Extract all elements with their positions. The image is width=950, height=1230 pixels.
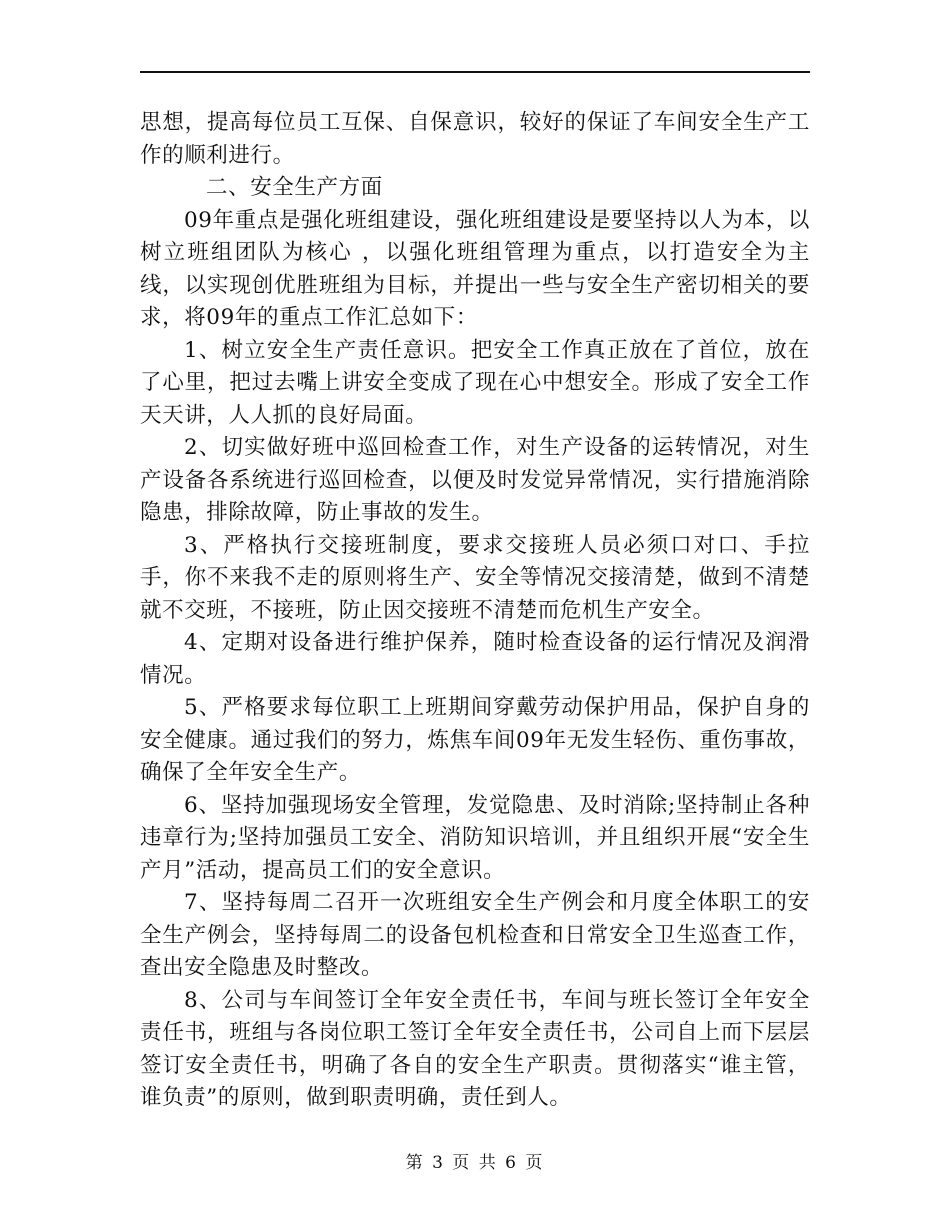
page-number: 第 3 页 共 6 页 — [405, 1153, 545, 1173]
list-item-2: 2、切实做好班中巡回检查工作，对生产设备的运转情况，对生产设备各系统进行巡回检查，以便及时发觉异常情况，实行措施消除隐患，排除故障，防止事故的发生。 — [140, 435, 810, 525]
list-item-6: 6、坚持加强现场安全管理，发觉隐患、及时消除;坚持制止各种违章行为;坚持加强员工安全、消防知识培训，并且组织开展“安全生产月”活动，提高员工们的安全意识。 — [140, 792, 810, 883]
list-item-3: 3、严格执行交接班制度，要求交接班人员必须口对口、手拉手，你不来我不走的原则将生产、安全等情况交接清楚，做到不清楚就不交班，不接班，防止因交接班不清楚而危机生产安全。 — [140, 532, 810, 623]
list-item-8: 8、公司与车间签订全年安全责任书，车间与班长签订全年安全责任书，班组与各岗位职工签订全年安全责任书，公司自上而下层层签订安全责任书，明确了各自的安全生产职责。贯彻落实“谁主管，谁负责”的原则，做到职责明确，责任到人。 — [140, 987, 810, 1110]
list-item-5: 5、严格要求每位职工上班期间穿戴劳动保护用品，保护自身的安全健康。通过我们的努力，炼焦车间09年无发生轻伤、重伤事故，确保了全年安全生产。 — [140, 695, 810, 785]
paragraph-intro: 09年重点是强化班组建设，强化班组建设是要坚持以人为本，以树立班组团队为核心 ，以强化班组管理为重点，以打造安全为主线，以实现创优胜班组为目标，并提出一些与安全生产密切相关的要求，将09年的重点工作汇总如下： — [140, 207, 810, 330]
section-heading: 二、安全生产方面 — [206, 175, 383, 200]
document-body — [140, 107, 810, 1115]
list-item-7: 7、坚持每周二召开一次班组安全生产例会和月度全体职工的安全生产例会，坚持每周二的设备包机检查和日常安全卫生巡查工作，查出安全隐患及时整改。 — [140, 890, 810, 980]
header-rule — [140, 71, 810, 73]
list-item-1: 1、树立安全生产责任意识。把安全工作真正放在了首位，放在了心里，把过去嘴上讲安全变成了现在心中想安全。形成了安全工作天天讲，人人抓的良好局面。 — [140, 337, 810, 428]
paragraph-continuation: 思想，提高每位员工互保、自保意识，较好的保证了车间安全生产工作的顺利进行。 — [140, 110, 810, 168]
list-item-4: 4、定期对设备进行维护保养，随时检查设备的运行情况及润滑情况。 — [140, 630, 810, 688]
